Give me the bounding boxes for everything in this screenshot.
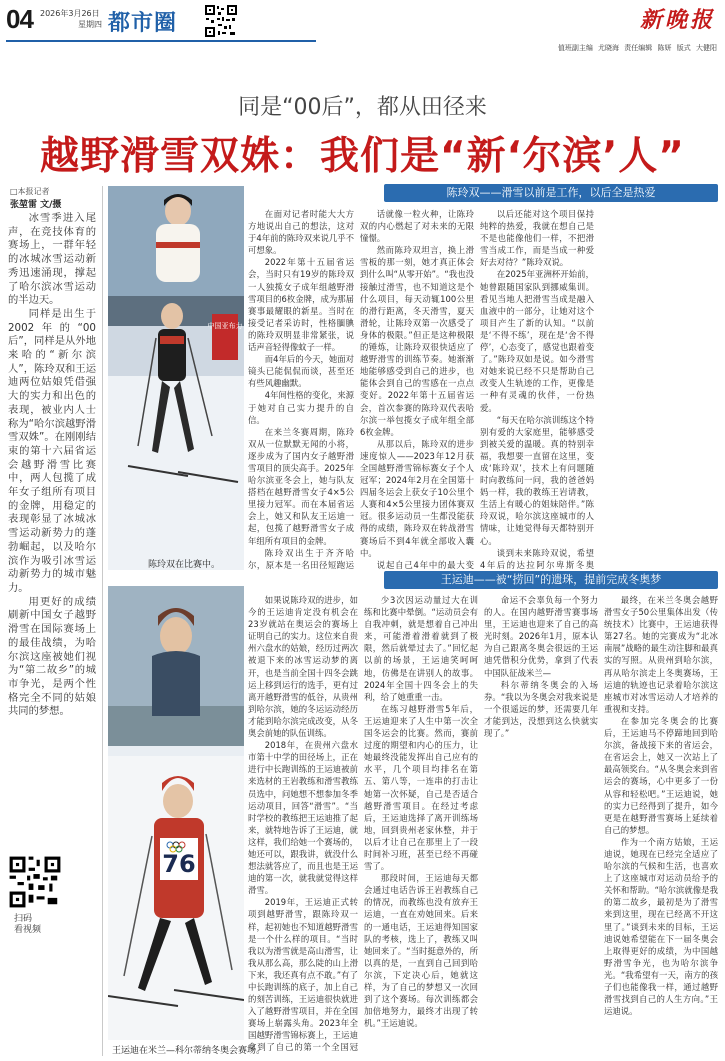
article-column: [360, 208, 474, 570]
lead-paragraph: 冰雪季进入尾声，在竞技体育的赛场上，一群年轻的冰城冰雪运动新秀迅速涌现，撑起了哈尔滨冰雪运动的半边天。: [8, 212, 96, 307]
qr-caption-line: 看视频: [14, 925, 42, 935]
body-paragraph: 少3次因运动量过大在训练和比赛中晕倒。“运动员会有自我冲刺，就是想着自己冲出来，可能滑着滑着就到了极限，然后就晕过去了。”回忆起以前的场景，王运迪笑呵呵地，仿佛是在讲别人的故事。2024年全国十四冬会上的失利，给了她重重一击。: [364, 595, 478, 702]
staff-credits: [558, 43, 717, 53]
body-paragraph: 谈到未来陈玲双说，希望4年后的达拉阿尔卑斯冬奥: [480, 547, 594, 570]
body-paragraph: 从那以后，陈玲双的进步速度惊人——2023年12月获全国越野滑雪锦标赛女子个人冠军；2024年2月在全国第十四届冬运会上获女子10公里个人赛和4×5公里接力团体赛双冠。很多运动员一生都没能获得的成绩，陈玲双在转战滑雪赛场后不到4年就全部收入囊中。: [360, 438, 474, 558]
photo-caption-wang: 王运迪在米兰—科尔蒂纳冬奥会赛场。: [112, 1046, 266, 1056]
issue-weekday: 星期四: [78, 20, 102, 29]
body-paragraph: 而4年后的今天，她面对镜头已能侃侃而谈，甚至还有些风趣幽默。: [248, 354, 354, 389]
article-headline: 越野滑雪双姝：我们是“新‘尔滨’人”: [40, 134, 685, 179]
body-paragraph: 作为一个南方姑娘，王运迪说，她现在已经完全适应了哈尔滨的气候和生活，也喜欢上了这座城市对运动员给予的关怀和帮助。“哈尔滨就像是我的第二故乡，最初是为了滑雪来到这里，现在已经离不开这里了。”谈到未来的目标，王运迪说她希望能在下一届冬奥会上取得更好的成绩，为中国越野滑雪争光，也为哈尔滨争光。“我希望有一天，南方的孩子们也能像我一样，通过越野滑雪找到自己的人生方向。”王运迪说。: [604, 836, 718, 1017]
body-paragraph: 在参加完冬奥会的比赛后，王运迪马不停蹄地回到哈尔滨，备战接下来的省运会，在省运会上，她又一次站上了最高领奖台。“从冬奥会来到省运会的赛场，心中更多了一份从容和轻松吧。”王运迪说，她的实力已经得到了提升，如今更是在越野滑雪赛场上延续着自己的梦想。: [604, 715, 718, 835]
issue-date: 2026年3月26日: [40, 9, 100, 18]
qr-caption-line: 扫码: [14, 914, 33, 924]
body-paragraph: 2019年，王运迪正式转项到越野滑雪，跟陈玲双一样，起初她也不知道越野滑雪是一个什么样的项目。“当时我以为滑雪就是高山滑雪，让我从那么高，那么陡的山上滑下来，我还真有点不敢。”有了中长跑训练的底子，加上自己的刻苦训练，王运迪很快就进入了越野滑雪项目，并在全国赛场上崭露头角。2023年全国越野滑雪锦标赛上，王运迪拿到了自己的第一个全国冠: [248, 897, 358, 1053]
body-paragraph: 科尔蒂纳冬奥会的入场券。“我以为冬奥会对我来说是一个很遥远的梦，还需要几年才能到达，没想到这么快就实现了。”: [484, 679, 598, 739]
photo-wang-yundi: [108, 586, 244, 1040]
body-paragraph: 命运不会辜负每一个努力的人。在国内越野滑雪赛事场里，王运迪也迎来了自己的高光时刻。2026年1月，原本认为自己跟离冬奥会很远的王运迪凭借积分优势，拿到了代表中国队征战米兰—: [484, 595, 598, 678]
article-column: [248, 208, 354, 570]
qr-caption: [14, 914, 41, 936]
staff-credit: 责任编辑 陈妍: [624, 44, 672, 52]
body-paragraph: 说起自己4年中的最大变: [376, 559, 474, 570]
body-paragraph: 2018年，在贵州六盘水市第十中学的田径场上，正在进行中长跑训练的王运迪被前来选材的王岩教练和滑雪教练员选中，问她想不想参加冬季运动项目，回答“滑雪”。“当时学校的教练把王运迪推了起来，就特地告诉了王运迪，就这样，我们给她一个赛场的，她还可以，跟我讲，就没什么想法就答应了，而且也是王运迪的第一次，就我就觉得这样滑雪。: [248, 740, 358, 896]
photo-caption-chen: 陈玲双在比赛中。: [148, 560, 221, 570]
body-paragraph: “每天在哈尔滨训练这个特别有爱的大家庭里，能够感受到被关爱的温暖。真的特别幸福，我想要一直留在这里，变成‘陈玲双’，技术上有问题随时向教练问一问，我的爸爸妈妈一样，我的教练王岩请教，生活上有暖心的姐妹陪伴。”陈玲双说，哈尔滨这座城市的人情味，让她觉得每天都特别开心。: [480, 414, 594, 546]
staff-credit: 版式 大健阳: [676, 44, 717, 52]
body-paragraph: 在来兰冬赛周期，陈玲双从一位默默无闻的小将，逐步成为了国内女子越野滑雪项目的顶尖高手。2025年哈尔滨亚冬会上，她与队友搭档在越野滑雪女子4×5公里接力冠军。而在本届省运会上，她又和队友王运迪一起，包揽了越野滑雪女子成年组所有项目的金牌。: [248, 426, 354, 546]
header-qr-code-icon[interactable]: [204, 4, 238, 38]
newspaper-logo[interactable]: 新晚报: [640, 7, 716, 33]
body-paragraph: 话就像一粒火种，让陈玲双的内心燃起了对未来的无限憧憬。: [360, 209, 474, 244]
lead-paragraph: 用更好的成绩刷新中国女子越野滑雪在国际赛场上的最佳战绩，为哈尔滨这座被她们视为“第二故乡”的城市争光，是两个性格完全不同的姑娘共同的梦想。: [8, 595, 96, 718]
photo-chen-lingshuang: [108, 186, 244, 570]
lead-text: [8, 212, 96, 719]
bib-number: 76: [162, 850, 196, 878]
section-title: 都市圈: [108, 11, 178, 36]
section-banner-wang: 王运迪——被“捞回”的遗珠，提前完成冬奥梦: [384, 571, 718, 589]
page-number: 04: [6, 4, 33, 34]
article-column: [484, 594, 598, 1056]
body-paragraph: 那段时间，王运迪每天都会通过电话告诉王岩教练自己的情况，而教练也没有放弃王运迪，一直在劝她回来。后来的一通电话，王运迪得知国家队的考核，选上了，教练又叫她回来了。“当时挺意外的，所以真的是，一直到自己回到哈尔滨，下定决心后，她就这样，为了自己的梦想又一次回到了这个赛场。每次训练都会加倍地努力，最终才出现了转机。”王运迪说。: [364, 873, 478, 1029]
body-paragraph: 4年间性格的变化，来源于她对自己实力提升的自信。: [248, 390, 354, 425]
body-paragraph: 陈玲双出生于齐齐哈尔，原本是一名田径短跑运: [248, 547, 354, 570]
article-column: [480, 208, 594, 570]
header-rule: [6, 40, 316, 42]
body-paragraph: 2022年第十五届省运会，当时只有19岁的陈玲双一人独揽女子成年组越野滑雪项目的6枚金牌，成为那届赛事最耀眼的新星。当时在接受记者采访时，性格腼腆的陈玲双明显非常紧张，说话声音轻得像蚊子一样。: [248, 257, 354, 353]
byline-label: □本报记者: [10, 187, 50, 196]
body-paragraph: 以后还能对这个项目保持纯粹的热爱，我就在想自己是不是也能像他们一样，不把滑雪当成工作，而是当成一种爱好去对待？”陈玲双说。: [480, 209, 594, 268]
column-divider: [102, 186, 103, 1056]
section-banner-chen: 陈玲双——滑雪以前是工作，以后全是热爱: [384, 184, 718, 202]
video-qr-code-icon[interactable]: [8, 855, 62, 909]
body-paragraph: 最终，在米兰冬奥会越野滑雪女子50公里集体出发（传统技术）比赛中，王运迪获得第27名。她的完赛成为“北冰南展”战略的最生动注脚和最真实的写照。从贵州到哈尔滨，再从哈尔滨走上冬奥赛场，王运迪的轨迹也记录着哈尔滨这座城市对冰雪运动人才培养的重视和支持。: [604, 595, 718, 714]
body-paragraph: 在2025年亚洲杯开始前，她曾跟随国家队到挪威集训。看见当地人把滑雪当成是融入血液中的一部分，让她对这个项目产生了新的认知。“以前是‘不得不练’，现在是‘舍不得停’，心态变了，感觉也跟着变了。”陈玲双如是说。如今滑雪对她来说已经不只是帮助自己改变人生轨迹的工作，更像是一种有灵魂的伙伴，一份热爱。: [480, 269, 594, 413]
article-column: [604, 594, 718, 1056]
body-paragraph: 在面对记者时能大大方方地说出自己的想法，这对于4年前的陈玲双来说几乎不可想象。: [248, 209, 354, 256]
body-paragraph: 在练习越野滑雪5年后，王运迪迎来了人生中第一次全国冬运会的比赛。然而，赛前过度的期望和内心的压力，让她最终没能发挥出自己应有的水平，几个项目均排名在第五、第八等，一连串的打击让她第一次怀疑，自己是否适合越野滑雪项目。在经过考虑后，王运迪选择了离开训练场地，回到贵州老家休整，并于以后才让自己在那里上了一段时间补习班，甚至已经不再碰雪了。: [364, 703, 478, 872]
byline-author: 张堃雷 文/摄: [10, 200, 62, 210]
body-paragraph: 然而陈玲双坦言，换上滑雪板的那一刻，她才真正体会到什么叫“从零开始”。“我也没接触过滑雪，也不知道这是个什么项目，每天动辄100公里的滑行距离，冬天滑雪，夏天滑轮，让陈玲双第一次感受了身体的极限。”但正是这种极限的锤炼，让陈玲双很快适应了越野滑雪的训练节奏。她渐渐地能够感受到自己的进步，也能体会到自己的雪感在一点点变好。2022年第十五届省运会，首次参赛的陈玲双代表哈尔滨一举包揽女子成年组全部6枚金牌。: [360, 245, 474, 437]
article-column: [248, 594, 358, 1056]
lead-paragraph: 同样是出生于2002年的“00后”，同样是从外地来哈的“新尔滨人”，陈玲双和王运迪两位姑娘凭借强大的实力和出色的表现，被业内人士称为“哈尔滨越野滑雪双姝”。在刚刚结束的第十六届省运会越野滑雪比赛中，两人包揽了成年女子组所有项目的金牌，用稳定的表现彰显了冰城冰雪运动新势力的蓬勃崛起，以及哈尔滨作为吸引冰雪运动新势力的城市魅力。: [8, 307, 96, 594]
article-column: [364, 594, 478, 1056]
article-column: [600, 208, 718, 570]
staff-credit: 值班副主编 尤晓海: [557, 44, 620, 52]
article-subtitle: 同是“00后”，都从田径来: [238, 95, 487, 120]
body-paragraph: 如果说陈玲双的进步，如今的王运迪肯定没有机会在23岁就站在奥运会的赛场上证明自己的实力。这位来自贵州六盘水的姑娘，经历过两次被退下来的冰雪运动梦的离开，也是当前全国十四冬会跳运上移到运行的选手，更有过离开越野滑雪的低谷，从贵州到哈尔滨，她的冬运运动经历才能到哈尔滨完成改变，从冬奥会前她的队伍训练。: [248, 595, 358, 739]
banner-sign-text: 中国亚布力: [207, 322, 243, 330]
